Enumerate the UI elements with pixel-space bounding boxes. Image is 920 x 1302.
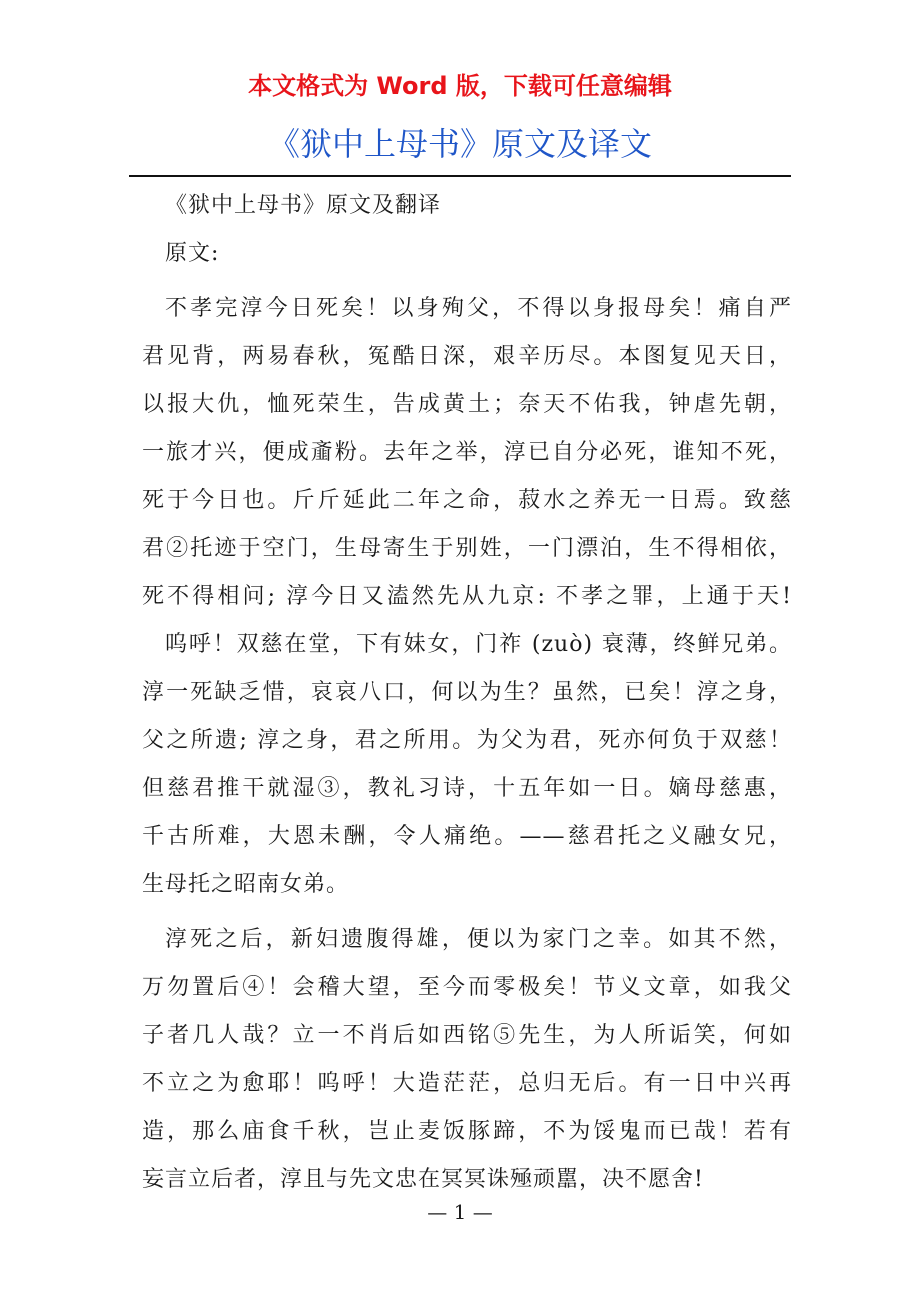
- section-subtitle: 《狱中上母书》原文及翻译: [165, 193, 442, 218]
- paragraph-line: 千古所难，大恩未酬，令人痛绝。——慈君托之义融女兄，: [142, 824, 792, 849]
- document-title: 《狱中上母书》原文及译文: [267, 125, 652, 163]
- page-number: — 1 —: [427, 1200, 493, 1224]
- paragraph-line: 父之所遗; 淳之身，君之所用。为父为君，死亦何负于双慈！: [142, 728, 792, 753]
- paragraph-3: [142, 916, 792, 1204]
- paragraph-line: 但慈君推干就湿③，教礼习诗，十五年如一日。嫡母慈惠，: [142, 776, 792, 801]
- paragraph-line: 淳一死缺乏惜，哀哀八口，何以为生？虽然，已矣！淳之身，: [142, 680, 792, 705]
- paragraph-line: 以报大仇，恤死荣生，告成黄土；奈天不佑我，钟虐先朝，: [142, 392, 792, 417]
- paragraph-line: 子者几人哉？立一不肖后如西铭⑤先生，为人所诟笑，何如: [142, 1023, 792, 1048]
- paragraph-line: 死于今日也。斤斤延此二年之命，菽水之养无一日焉。致慈: [142, 488, 792, 513]
- paragraph-line: 君②托迹于空门，生母寄生于别姓，一门漂泊，生不得相依，: [142, 536, 792, 561]
- paragraph-line: 死不得相问; 淳今日又溘然先从九京: 不孝之罪，上通于天!: [142, 584, 792, 609]
- paragraph-line: 不立之为愈耶！呜呼！大造茫茫，总归无后。有一日中兴再: [142, 1071, 792, 1096]
- paragraph-line: 妄言立后者，淳且与先文忠在冥冥诛殛顽嚚，决不愿舍!: [142, 1167, 704, 1192]
- paragraph-1: [142, 285, 792, 621]
- header-rule: [129, 175, 791, 177]
- document-body: [142, 182, 792, 1204]
- paragraph-line: 一旅才兴，便成齑粉。去年之举，淳已自分必死，谁知不死，: [142, 440, 792, 465]
- paragraph-2: [142, 621, 792, 909]
- original-text-label: 原文:: [165, 241, 220, 266]
- paragraph-line: 万勿置后④！会稽大望，至今而零极矣！节义文章，如我父: [142, 975, 792, 1000]
- paragraph-line: 造，那么庙食千秋，岂止麦饭豚蹄，不为馁鬼而已哉！若有: [142, 1119, 792, 1144]
- paragraph-line: 呜呼！双慈在堂，下有妹女，门祚 (zuò) 衰薄，终鲜兄弟。: [165, 632, 792, 657]
- word-format-banner: 本文格式为 Word 版，下载可任意编辑: [248, 72, 672, 100]
- paragraph-line: 君见背，两易春秋，冤酷日深，艰辛历尽。本图复见天日，: [142, 344, 792, 369]
- paragraph-line: 淳死之后，新妇遗腹得雄，便以为家门之幸。如其不然，: [165, 927, 792, 952]
- paragraph-line: 生母托之昭南女弟。: [142, 872, 350, 897]
- paragraph-line: 不孝完淳今日死矣！以身殉父，不得以身报母矣！痛自严: [165, 296, 792, 321]
